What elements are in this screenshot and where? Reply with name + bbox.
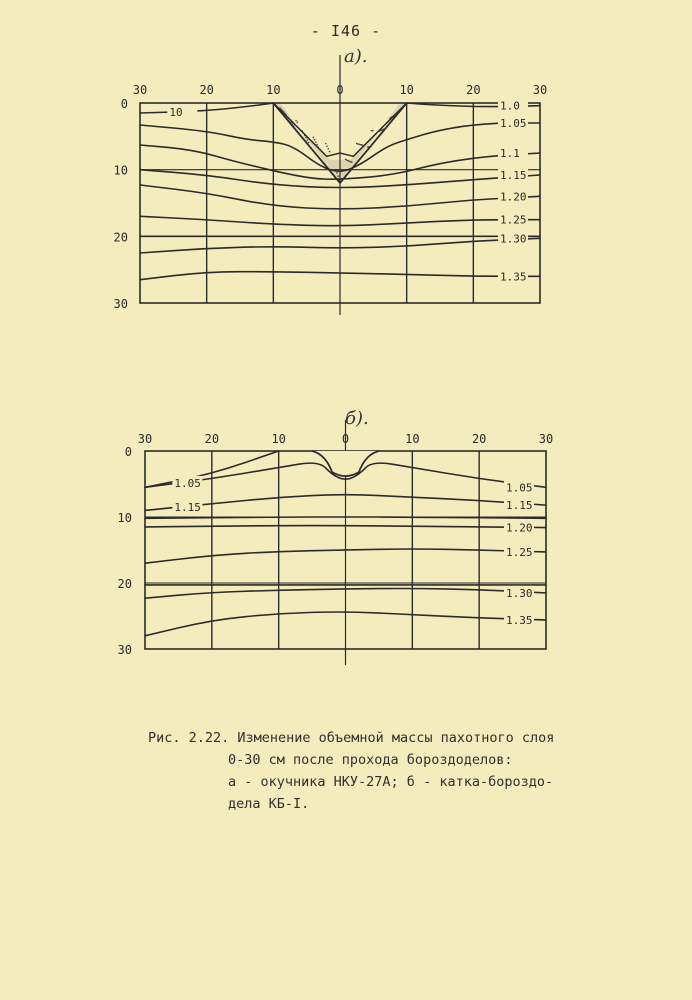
isoline-label: 10 — [169, 106, 183, 119]
x-tick-label: 0 — [341, 432, 350, 446]
isoline-label: 1.30 — [500, 232, 527, 246]
x-tick-label: 0 — [336, 83, 344, 97]
isoline-label: 1.20 — [500, 190, 527, 204]
isoline-label: 1.35 — [506, 613, 533, 627]
x-tick-label: 20 — [471, 432, 487, 446]
plot-area — [118, 420, 554, 665]
x-tick-label: 30 — [532, 83, 548, 97]
x-tick-label: 10 — [399, 83, 414, 97]
x-tick-label: 30 — [538, 432, 554, 446]
isoline-label: 1.25 — [506, 545, 533, 559]
caption-line-2: 0-30 см после прохода бороздоделов: — [228, 752, 513, 768]
x-tick-label: 20 — [466, 83, 481, 97]
isoline-label: 1.05 — [500, 117, 527, 130]
x-tick-label: 20 — [204, 432, 220, 446]
y-tick-label: 30 — [117, 643, 132, 657]
y-tick-label: 0 — [124, 445, 132, 459]
caption-line-4: дела КБ-I. — [228, 796, 310, 812]
isoline-label: 1.35 — [500, 270, 527, 284]
isoline-label: 1.15 — [506, 499, 533, 513]
y-tick-label: 0 — [120, 97, 128, 111]
isoline-label: 1.25 — [500, 213, 527, 227]
y-tick-label: 20 — [113, 230, 128, 245]
y-tick-label: 10 — [113, 163, 128, 178]
figure-caption — [148, 727, 598, 815]
isoline-label: 1.1 — [500, 147, 520, 160]
x-tick-label: 10 — [405, 432, 420, 446]
isoline-label: 1.20 — [506, 521, 533, 535]
isoline-label: 1.05 — [174, 477, 201, 491]
y-tick-label: 10 — [117, 511, 132, 525]
page-number: - I46 - — [310, 22, 382, 40]
isoline-label: 1.0 — [500, 99, 520, 113]
isoline-label: 1.05 — [506, 481, 533, 495]
x-tick-label: 30 — [137, 432, 153, 446]
isoline-label: 1.30 — [506, 586, 533, 600]
x-tick-label: 30 — [132, 83, 148, 97]
isoline-label: 1.15 — [174, 501, 201, 515]
x-tick-label: 20 — [199, 83, 214, 97]
panel-a-label: а). — [344, 46, 368, 67]
x-tick-label: 10 — [271, 432, 286, 446]
panel-b-label: б). — [345, 408, 369, 429]
x-tick-label: 10 — [266, 83, 281, 97]
caption-line-1: Рис. 2.22. Изменение объемной массы пахотного слоя — [148, 730, 555, 746]
caption-line-3: а - окучника НКУ-27А; б - катка-бороздо- — [228, 774, 554, 790]
furrow-outline — [312, 451, 379, 476]
y-tick-label: 20 — [117, 577, 132, 591]
isoline-label: 1.15 — [500, 169, 527, 182]
y-tick-label: 30 — [113, 297, 128, 311]
